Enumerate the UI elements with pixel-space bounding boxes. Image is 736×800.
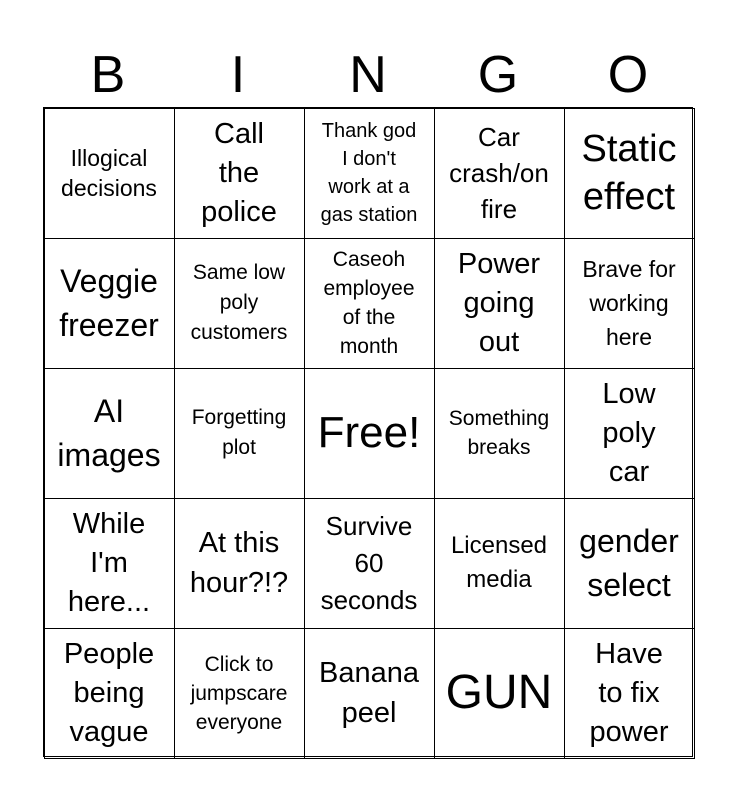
bingo-cell[interactable] xyxy=(174,368,305,499)
bingo-cell[interactable] xyxy=(174,238,305,369)
bingo-cell[interactable] xyxy=(304,238,435,369)
bingo-cell[interactable] xyxy=(434,368,565,499)
cell-text: gender select xyxy=(579,523,679,603)
bingo-cell[interactable] xyxy=(44,238,175,369)
cell-text: Banana peel xyxy=(319,657,419,729)
bingo-cell[interactable] xyxy=(564,628,695,759)
cell-text: Caseoh employee of the month xyxy=(323,248,415,358)
header-letter-o: O xyxy=(607,46,649,104)
bingo-cell[interactable] xyxy=(44,368,175,499)
bingo-cell[interactable] xyxy=(44,628,175,759)
bingo-cell[interactable] xyxy=(564,238,695,369)
cell-text: Click to jumpscare everyone xyxy=(190,652,288,734)
cell-text: Car crash/on fire xyxy=(449,122,549,224)
bingo-cell[interactable] xyxy=(564,368,695,499)
header-letter-g: G xyxy=(477,46,519,104)
cell-text: Something breaks xyxy=(448,407,550,459)
cell-text: Power going out xyxy=(457,247,541,358)
bingo-cell[interactable] xyxy=(434,628,565,759)
header-letter-n: N xyxy=(349,46,387,104)
cell-text: While I'm here... xyxy=(67,507,151,618)
cell-text: Call the police xyxy=(201,117,277,228)
header-letter-i: I xyxy=(230,46,246,104)
cell-text: AI images xyxy=(57,393,161,473)
cell-text: Thank god I don't work at a gas station xyxy=(320,120,418,226)
cell-text: Forgetting plot xyxy=(191,406,287,459)
bingo-cell[interactable] xyxy=(304,108,435,239)
bingo-cell[interactable] xyxy=(434,108,565,239)
cell-text: GUN xyxy=(445,666,553,719)
cell-text: Veggie freezer xyxy=(59,263,159,343)
bingo-cell[interactable] xyxy=(564,498,695,629)
bingo-cell[interactable] xyxy=(44,108,175,239)
cell-text: Same low poly customers xyxy=(190,261,288,344)
cell-text: People being vague xyxy=(63,637,155,748)
bingo-cell[interactable] xyxy=(174,628,305,759)
cell-text: Survive 60 seconds xyxy=(320,510,418,615)
header-letter-b: B xyxy=(90,46,126,104)
bingo-cell[interactable] xyxy=(564,108,695,239)
cell-text: Have to fix power xyxy=(589,637,669,748)
free-space[interactable] xyxy=(304,368,435,499)
bingo-cell[interactable] xyxy=(44,498,175,629)
cell-text: At this hour?!? xyxy=(189,527,289,599)
cell-text: Illogical decisions xyxy=(61,145,157,201)
bingo-cell[interactable] xyxy=(174,108,305,239)
bingo-cell[interactable] xyxy=(304,498,435,629)
cell-text: Static effect xyxy=(581,128,677,218)
bingo-cell[interactable] xyxy=(174,498,305,629)
cell-text: Low poly car xyxy=(602,377,656,488)
bingo-grid xyxy=(43,107,693,757)
cell-text: Free! xyxy=(317,408,421,457)
bingo-cell[interactable] xyxy=(304,628,435,759)
bingo-header xyxy=(43,42,693,108)
cell-text: Licensed media xyxy=(450,532,548,593)
bingo-cell[interactable] xyxy=(434,238,565,369)
cell-text: Brave for working here xyxy=(582,256,676,350)
bingo-cell[interactable] xyxy=(434,498,565,629)
